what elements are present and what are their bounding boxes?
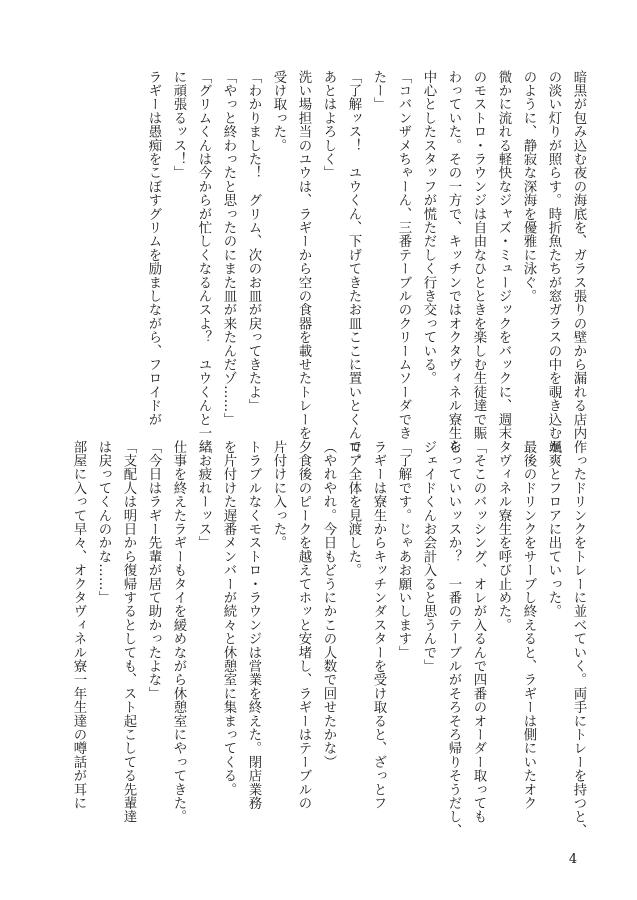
text-column: のモストロ・ラウンジは自由なひとときを楽しむ生徒達で賑 (471, 70, 486, 440)
text-column: 微かに流れる軽快なジャズ・ミュージックをバックに、週末 (496, 70, 511, 440)
text-column: 「お疲れーッス」 (196, 440, 211, 550)
text-column: トラブルなくモストロ・ラウンジは営業を終えた。閉店業務 (246, 440, 261, 810)
text-column: ラギーは寮生からキッチンダスターを受け取ると、ざっとフ (371, 440, 386, 810)
text-column: 夕食後のピークを越えてホッと安堵し、ラギーはテーブルの (296, 440, 311, 810)
text-column: たー」 (371, 70, 386, 112)
text-column: タヴィネル寮生を呼び止めた。 (496, 440, 511, 632)
text-column: 「やっと終わったと思ったのにまた皿が来たんだゾ……」 (221, 70, 236, 427)
text-column: 「グリムくんは今からが忙しくなるんスよ？ ユウくんと一緒 (196, 70, 211, 454)
text-column: 「今日はラギー先輩が居て助かったよな」 (146, 440, 161, 701)
text-column: 仕事を終えたラギーもタイを緩めながら休憩室にやってきた。 (171, 440, 186, 824)
text-column: のように、静寂な深海を優雅に泳ぐ。 (521, 70, 536, 303)
text-column: わっていた。その一方で、キッチンではオクタヴィネル寮生を (446, 70, 461, 454)
text-column: 中心としたスタッフが慌ただしく行き交っている。 (421, 70, 436, 386)
text-column: ジェイドくんお会計入ると思うんで」 (421, 440, 436, 673)
text-column: 「支配人は明日から復帰するとしても、スト起こしてる先輩達 (121, 440, 136, 824)
text-column: 「わかりました！ グリム、次のお皿が戻ってきたよ」 (246, 70, 261, 413)
text-column: 最後のドリンクをサーブし終えると、ラギーは側にいたオク (521, 440, 536, 810)
text-column: 「了解です。じゃあお願いします」 (396, 440, 411, 660)
text-column: 暗黒が包み込む夜の海底を、ガラス張りの壁から漏れる店内 (571, 70, 586, 440)
text-column: ロア全体を見渡した。 (346, 440, 361, 577)
text-column: 受け取った。 (271, 70, 286, 153)
text-column: 「了解ッス！ ユウくん、下げてきたお皿ここに置いとくんで。 (346, 70, 361, 468)
text-column: 「そこのバッシング、オレが入るんで四番のオーダー取っても (471, 440, 486, 824)
text-column: （やれやれ。今日もどうにかこの人数で回せたかな） (321, 440, 336, 769)
text-column: らっていいッスか？ 一番のテーブルがそろそろ帰りそうだし、 (446, 440, 461, 838)
text-column: 「コバンザメちゃーん、三番テーブルのクリームソーダでき (396, 70, 411, 440)
text-column: 片付けに入った。 (271, 440, 286, 550)
text-column: あとはよろしく」 (321, 70, 336, 180)
page-number: 4 (568, 852, 578, 867)
text-column: に頑張るッス！」 (171, 70, 186, 180)
text-column: を片付けた遅番メンバーが続々と休憩室に集まってくる。 (221, 440, 236, 797)
text-column: の淡い灯りが照らす。時折魚たちが窓ガラスの中を覗き込むか (546, 70, 561, 454)
text-column: は戻ってくんのかな……」 (96, 440, 111, 605)
text-column: 作ったドリンクをトレーに並べていく。両手にトレーを持つと、 (571, 440, 586, 838)
text-column: 颯爽とフロアに出ていった。 (546, 440, 561, 619)
text-column: 洗い場担当のユウは、ラギーから空の食器を載せたトレーを (296, 70, 311, 440)
text-column: 部屋に入って早々、オクタヴィネル寮一年生達の噂話が耳に (71, 440, 86, 810)
text-block-top (141, 70, 591, 468)
text-column: ラギーは愚痴をこぼすグリムを励ましながら、フロイドが (146, 70, 161, 427)
text-block-bottom (66, 440, 591, 838)
